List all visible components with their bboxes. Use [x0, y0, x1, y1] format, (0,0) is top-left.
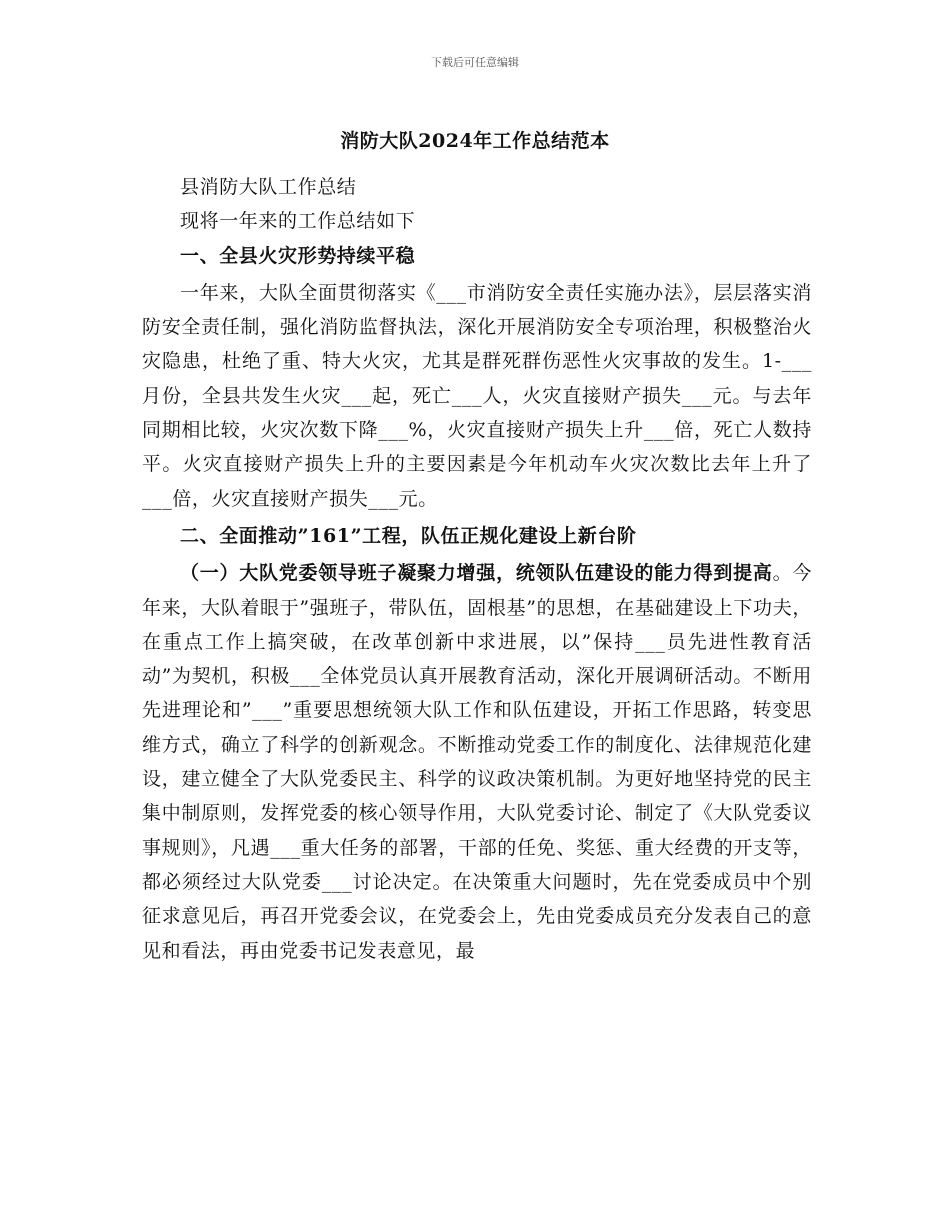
- section-heading-2: 二、全面推动”161”工程，队伍正规化建设上新台阶: [180, 524, 637, 547]
- paragraph-intro-1: 县消防大队工作总结: [180, 176, 357, 198]
- header-note: 下载后可任意编辑: [431, 56, 519, 69]
- paragraph-intro-2: 现将一年来的工作总结如下: [180, 210, 416, 233]
- subsection-heading-1: （一）大队党委领导班子凝聚力增强，统领队伍建设的能力得到提高: [180, 562, 773, 585]
- paragraph-party-committee: [142, 556, 812, 968]
- paragraph-fire-situation: 一年来，大队全面贯彻落实《___市消防安全责任实施办法》，层层落实消防安全责任制，强化消防监督执法，深化开展消防安全专项治理，积极整治火灾隐患，杜绝了重、特大火灾，尤其是群死群伤恶性火灾事故的发生。1-___月份，全县共发生火灾___起，死亡___人，火灾直接财产损失___元。与去年同期相比较，火灾次数下降___%，火灾直接财产损失上升___倍，死亡人数持平。火灾直接财产损失上升的主要因素是今年机动车火灾次数比去年上升了___倍，火灾直接财产损失___元。: [142, 281, 812, 510]
- paragraph-party-committee-text: 。今年来，大队着眼于”强班子，带队伍，固根基”的思想，在基础建设上下功夫，在重点工作上搞突破，在改革创新中求进展，以”保持___员先进性教育活动”为契机，积极___全体党员认真开展教育活动，深化开展调研活动。不断用先进理论和”___”重要思想统领大队工作和队伍建设，开拓工作思路，转变思维方式，确立了科学的创新观念。不断推动党委工作的制度化、法律规范化建设，建立健全了大队党委民主、科学的议政决策机制。为更好地坚持党的民主集中制原则，发挥党委的核心领导作用，大队党委讨论、制定了《大队党委议事规则》，凡遇___重大任务的部署，干部的任免、奖惩、重大经费的开支等，都必须经过大队党委___讨论决定。在决策重大问题时，先在党委成员中个别征求意见后，再召开党委会议，在党委会上，先由党委成员充分发表自己的意见和看法，再由党委书记发表意见，最: [142, 562, 812, 962]
- section-heading-1: 一、全县火灾形势持续平稳: [180, 244, 416, 267]
- document-body: [142, 170, 812, 968]
- document-title: 消防大队2024年工作总结范本: [340, 130, 610, 152]
